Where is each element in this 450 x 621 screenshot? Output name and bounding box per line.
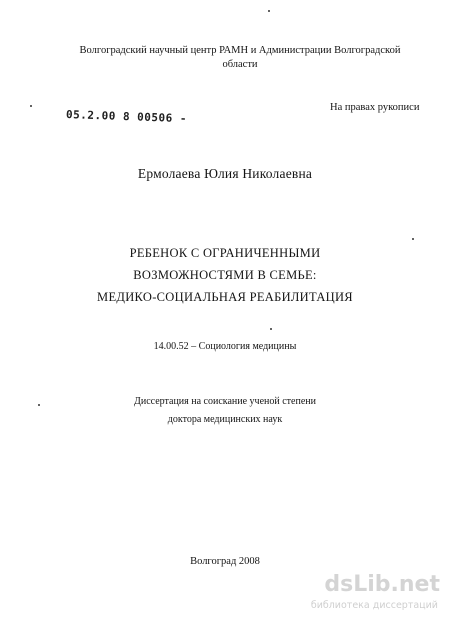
title-line-2: ВОЗМОЖНОСТЯМИ В СЕМЬЕ:	[133, 268, 317, 282]
scan-speck	[412, 238, 414, 240]
institution-line-2: области	[222, 59, 258, 70]
dissertation-title	[0, 242, 450, 308]
watermark	[290, 572, 446, 618]
degree-line-2: доктора медицинских наук	[167, 414, 283, 425]
specialty-code: 14.00.52 – Социология медицины	[153, 341, 297, 352]
title-line-1: РЕБЕНОК С ОГРАНИЧЕННЫМИ	[129, 246, 321, 260]
scan-speck	[270, 328, 272, 330]
institution-line-1: Волгоградский научный центр РАМН и Администрации Волгоградской	[79, 45, 401, 56]
degree-line-1: Диссертация на соискание ученой степени	[134, 396, 316, 407]
degree-statement	[0, 393, 450, 429]
watermark-subtitle: библиотека диссертаций	[310, 600, 438, 611]
institution-heading	[60, 44, 420, 72]
city-year: Волгоград 2008	[190, 556, 260, 567]
archive-stamp: 05.2.00 8 00506 -	[65, 108, 188, 126]
scan-speck	[30, 105, 32, 107]
author-name: Ермолаева Юлия Николаевна	[137, 166, 313, 181]
watermark-logo: dsLib.net	[324, 572, 440, 597]
title-line-3: МЕДИКО-СОЦИАЛЬНАЯ РЕАБИЛИТАЦИЯ	[97, 290, 353, 304]
rights-note: На правах рукописи	[330, 102, 420, 113]
scan-speck	[268, 10, 270, 12]
